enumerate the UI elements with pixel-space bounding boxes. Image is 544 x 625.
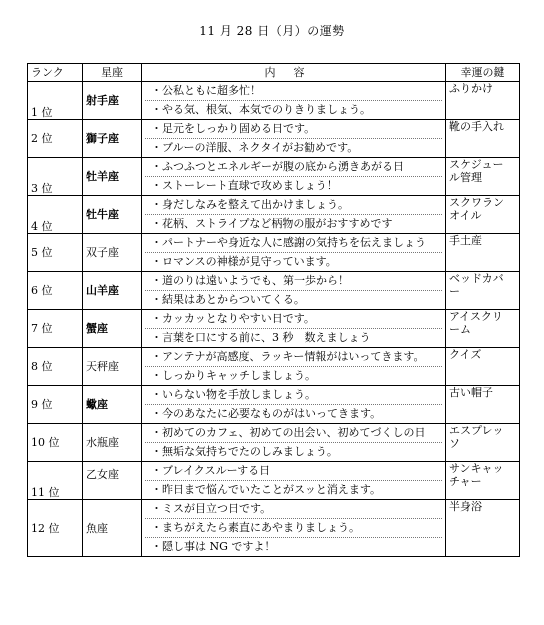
rank-cell: 1 位 bbox=[28, 82, 83, 120]
content-line: ・隠し事は NG ですよ！ bbox=[145, 537, 442, 556]
rank-cell: 9 位 bbox=[28, 386, 83, 424]
lucky-key-cell bbox=[446, 386, 520, 424]
lucky-key-text: ー bbox=[449, 285, 460, 298]
content-cell bbox=[142, 120, 446, 158]
lucky-key-text: エスプレッ bbox=[449, 424, 504, 437]
lucky-key-cell bbox=[446, 348, 520, 386]
sign-cell: 山羊座 bbox=[83, 272, 142, 310]
header-key: 幸運の鍵 bbox=[446, 64, 520, 82]
lucky-key-cell bbox=[446, 310, 520, 348]
table-row bbox=[28, 348, 520, 386]
content-line: ・やる気、根気、本気でのりきりましょう。 bbox=[145, 100, 442, 119]
content-line: ・まちがえたら素直にあやまりましょう。 bbox=[145, 518, 442, 537]
lucky-key-text: クイズ bbox=[449, 348, 482, 361]
lucky-key-cell bbox=[446, 158, 520, 196]
content-line: ・ブルーの洋服、ネクタイがお勧めです。 bbox=[145, 138, 442, 157]
rank-cell: 11 位 bbox=[28, 462, 83, 500]
lucky-key-text: 靴の手入れ bbox=[449, 120, 504, 133]
lucky-key-text: スケジュー bbox=[449, 158, 504, 171]
table-row bbox=[28, 500, 520, 557]
page-title: 11 月 28 日（月）の運勢 bbox=[199, 24, 345, 38]
content-line: ・今のあなたに必要なものがはいってきます。 bbox=[145, 404, 442, 423]
sign-cell: 蟹座 bbox=[83, 310, 142, 348]
lucky-key-cell bbox=[446, 272, 520, 310]
lucky-key-text: ふりかけ bbox=[449, 82, 493, 95]
sign-cell: 双子座 bbox=[83, 234, 142, 272]
lucky-key-text: オイル bbox=[449, 209, 482, 222]
header-row bbox=[28, 64, 520, 82]
content-line: ・身だしなみを整えて出かけましょう。 bbox=[151, 198, 349, 211]
table-row bbox=[28, 82, 520, 120]
lucky-key-text: ル管理 bbox=[449, 171, 482, 184]
content-line: ・ロマンスの神様が見守っています。 bbox=[145, 252, 442, 271]
lucky-key-text: チャー bbox=[449, 475, 482, 488]
header-rank: ランク bbox=[28, 64, 83, 82]
lucky-key-cell bbox=[446, 234, 520, 272]
content-line: ・足元をしっかり固める日です。 bbox=[151, 122, 316, 135]
rank-cell: 5 位 bbox=[28, 234, 83, 272]
content-line: ・パートナーや身近な人に感謝の気持ちを伝えましょう bbox=[151, 236, 426, 249]
rank-cell: 4 位 bbox=[28, 196, 83, 234]
content-line: ・カッカッとなりやすい日です。 bbox=[151, 312, 315, 325]
header-content: 内容 bbox=[142, 64, 446, 82]
rank-cell: 3 位 bbox=[28, 158, 83, 196]
content-cell bbox=[142, 234, 446, 272]
content-cell bbox=[142, 158, 446, 196]
lucky-key-cell bbox=[446, 120, 520, 158]
rank-cell: 2 位 bbox=[28, 120, 83, 158]
lucky-key-text: 古い帽子 bbox=[449, 386, 493, 399]
content-line: ・ブレイクスルーする日 bbox=[151, 464, 271, 477]
sign-cell: 天秤座 bbox=[83, 348, 142, 386]
rank-cell: 7 位 bbox=[28, 310, 83, 348]
content-cell bbox=[142, 348, 446, 386]
rank-cell: 6 位 bbox=[28, 272, 83, 310]
content-line: ・ミスが目立つ日です。 bbox=[151, 502, 272, 515]
content-line: ・ストーレート直球で攻めましょう！ bbox=[145, 176, 442, 195]
lucky-key-text: ソ bbox=[449, 437, 460, 450]
sign-cell: 牡羊座 bbox=[83, 158, 142, 196]
sign-cell: 魚座 bbox=[83, 500, 142, 557]
lucky-key-text: ーム bbox=[449, 323, 471, 336]
content-line: ・公私ともに超多忙！ bbox=[151, 84, 261, 97]
content-line: ・花柄、ストライプなど柄物の服がおすすめです bbox=[145, 214, 442, 233]
lucky-key-cell bbox=[446, 82, 520, 120]
table-row bbox=[28, 234, 520, 272]
rank-cell: 10 位 bbox=[28, 424, 83, 462]
content-line: ・無垢な気持ちでたのしみましょう。 bbox=[145, 442, 442, 461]
lucky-key-cell bbox=[446, 196, 520, 234]
table-row bbox=[28, 196, 520, 234]
content-line: ・初めてのカフェ、初めての出会い、初めてづくしの日 bbox=[151, 426, 426, 439]
lucky-key-text: ベッドカバ bbox=[449, 272, 504, 285]
content-cell bbox=[142, 310, 446, 348]
table-row bbox=[28, 462, 520, 500]
lucky-key-text: サンキャッ bbox=[449, 462, 504, 475]
content-cell bbox=[142, 386, 446, 424]
content-cell bbox=[142, 196, 446, 234]
content-line: ・言葉を口にする前に、3 秒 数えましょう bbox=[145, 328, 442, 347]
horoscope-table bbox=[27, 63, 520, 557]
content-cell bbox=[142, 462, 446, 500]
lucky-key-text: 半身浴 bbox=[449, 500, 482, 513]
table-row bbox=[28, 310, 520, 348]
table-row bbox=[28, 120, 520, 158]
sign-cell: 獅子座 bbox=[83, 120, 142, 158]
lucky-key-cell bbox=[446, 500, 520, 557]
lucky-key-text: スクワラン bbox=[449, 196, 504, 209]
content-cell bbox=[142, 500, 446, 557]
content-cell bbox=[142, 424, 446, 462]
content-line: ・しっかりキャッチしましょう。 bbox=[145, 366, 442, 385]
sign-cell: 蠍座 bbox=[83, 386, 142, 424]
table-row bbox=[28, 386, 520, 424]
rank-cell: 12 位 bbox=[28, 500, 83, 557]
lucky-key-text: アイスクリ bbox=[449, 310, 503, 323]
sign-cell: 乙女座 bbox=[83, 462, 142, 500]
content-line: ・道のりは遠いようでも、第一歩から！ bbox=[151, 274, 349, 287]
content-cell bbox=[142, 272, 446, 310]
content-line: ・いらない物を手放しましょう。 bbox=[151, 388, 316, 401]
content-line: ・ふつふつとエネルギーが腹の底から湧きあがる日 bbox=[151, 160, 404, 173]
sign-cell: 水瓶座 bbox=[83, 424, 142, 462]
lucky-key-text: 手土産 bbox=[449, 234, 482, 247]
content-cell bbox=[142, 82, 446, 120]
table-row bbox=[28, 272, 520, 310]
header-sign: 星座 bbox=[83, 64, 142, 82]
rank-cell: 8 位 bbox=[28, 348, 83, 386]
lucky-key-cell bbox=[446, 424, 520, 462]
content-line: ・結果はあとからついてくる。 bbox=[145, 290, 442, 309]
table-row bbox=[28, 424, 520, 462]
sign-cell: 牡牛座 bbox=[83, 196, 142, 234]
sign-cell: 射手座 bbox=[83, 82, 142, 120]
content-line: ・アンテナが高感度、ラッキー情報がはいってきます。 bbox=[151, 350, 425, 363]
table-row bbox=[28, 158, 520, 196]
content-line: ・昨日まで悩んでいたことがスッと消えます。 bbox=[145, 480, 442, 499]
lucky-key-cell bbox=[446, 462, 520, 500]
